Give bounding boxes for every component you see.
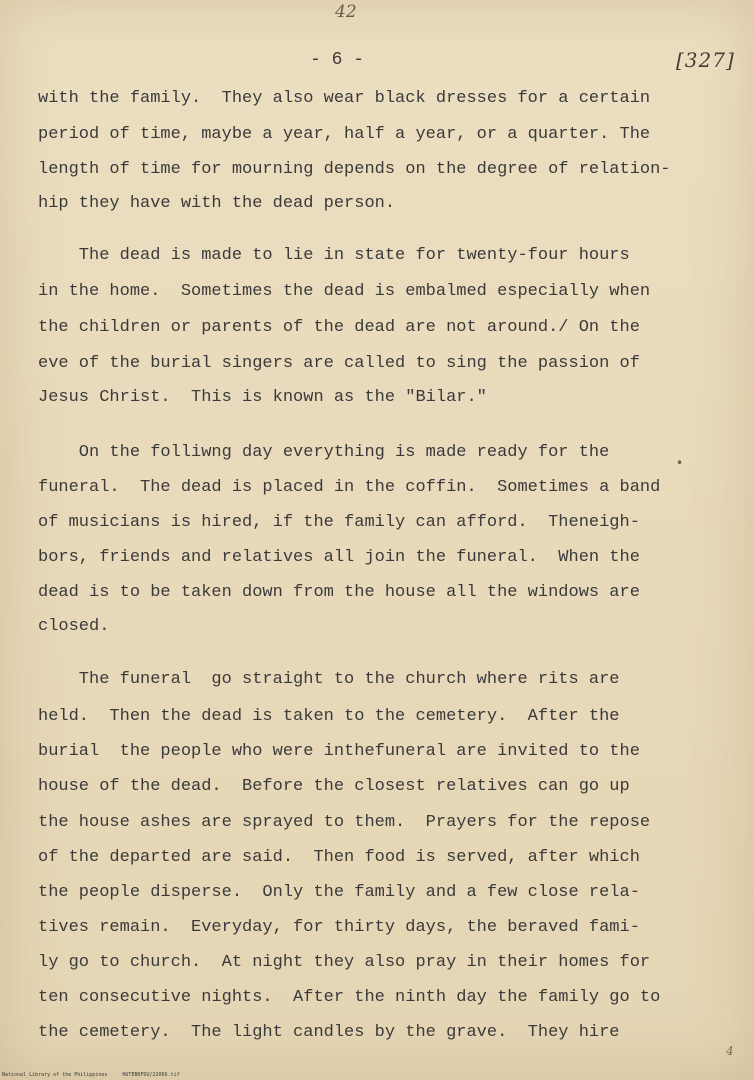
text-line: held. Then the dead is taken to the cemetery. After the xyxy=(38,707,620,726)
text-line: the cemetery. The light candles by the grave. They hire xyxy=(38,1023,620,1042)
text-line: burial the people who were inthefuneral are invited to the xyxy=(38,742,640,761)
text-line: the children or parents of the dead are not around./ On the xyxy=(38,318,640,337)
page-number: - 6 - xyxy=(310,50,365,70)
text-line: closed. xyxy=(38,617,110,636)
text-line: the house ashes are sprayed to them. Prayers for the repose xyxy=(38,813,651,832)
text-line: hip they have with the dead person. xyxy=(38,194,396,213)
library-footer-stamp: National Library of the Philippines HUTEBKFDU/22066.tif xyxy=(2,1072,180,1078)
text-line: tives remain. Everyday, for thirty days, the beraved fami- xyxy=(38,918,640,937)
text-line: length of time for mourning depends on the degree of relation- xyxy=(38,160,671,179)
text-line: The dead is made to lie in state for twenty-four hours xyxy=(38,246,630,265)
text-line: the people disperse. Only the family and a few close rela- xyxy=(38,883,640,902)
text-line: On the folliwng day everything is made ready for the xyxy=(38,443,610,462)
text-line: period of time, maybe a year, half a year, or a quarter. The xyxy=(38,125,651,144)
text-line: dead is to be taken down from the house all the windows are xyxy=(38,583,640,602)
text-line: ten consecutive nights. After the ninth day the family go to xyxy=(38,988,661,1007)
text-line: bors, friends and relatives all join the funeral. When the xyxy=(38,548,640,567)
text-line: funeral. The dead is placed in the coffin. Sometimes a band xyxy=(38,478,661,497)
text-line: ly go to church. At night they also pray in their homes for xyxy=(38,953,651,972)
edge-note: 4 xyxy=(726,1044,734,1058)
text-line: Jesus Christ. This is known as the "Bilar." xyxy=(38,388,487,407)
text-line: The funeral go straight to the church where rits are xyxy=(38,670,620,689)
text-line: house of the dead. Before the closest relatives can go up xyxy=(38,777,630,796)
text-line: with the family. They also wear black dresses for a certain xyxy=(38,89,651,108)
text-line: of the departed are said. Then food is served, after which xyxy=(38,848,640,867)
handwritten-page-number: 42 xyxy=(335,2,357,22)
margin-dot: • xyxy=(676,456,684,470)
text-line: in the home. Sometimes the dead is embalmed especially when xyxy=(38,282,651,301)
catalog-number: [327] xyxy=(676,48,735,72)
text-line: eve of the burial singers are called to sing the passion of xyxy=(38,354,640,373)
text-line: of musicians is hired, if the family can afford. Theneigh- xyxy=(38,513,640,532)
